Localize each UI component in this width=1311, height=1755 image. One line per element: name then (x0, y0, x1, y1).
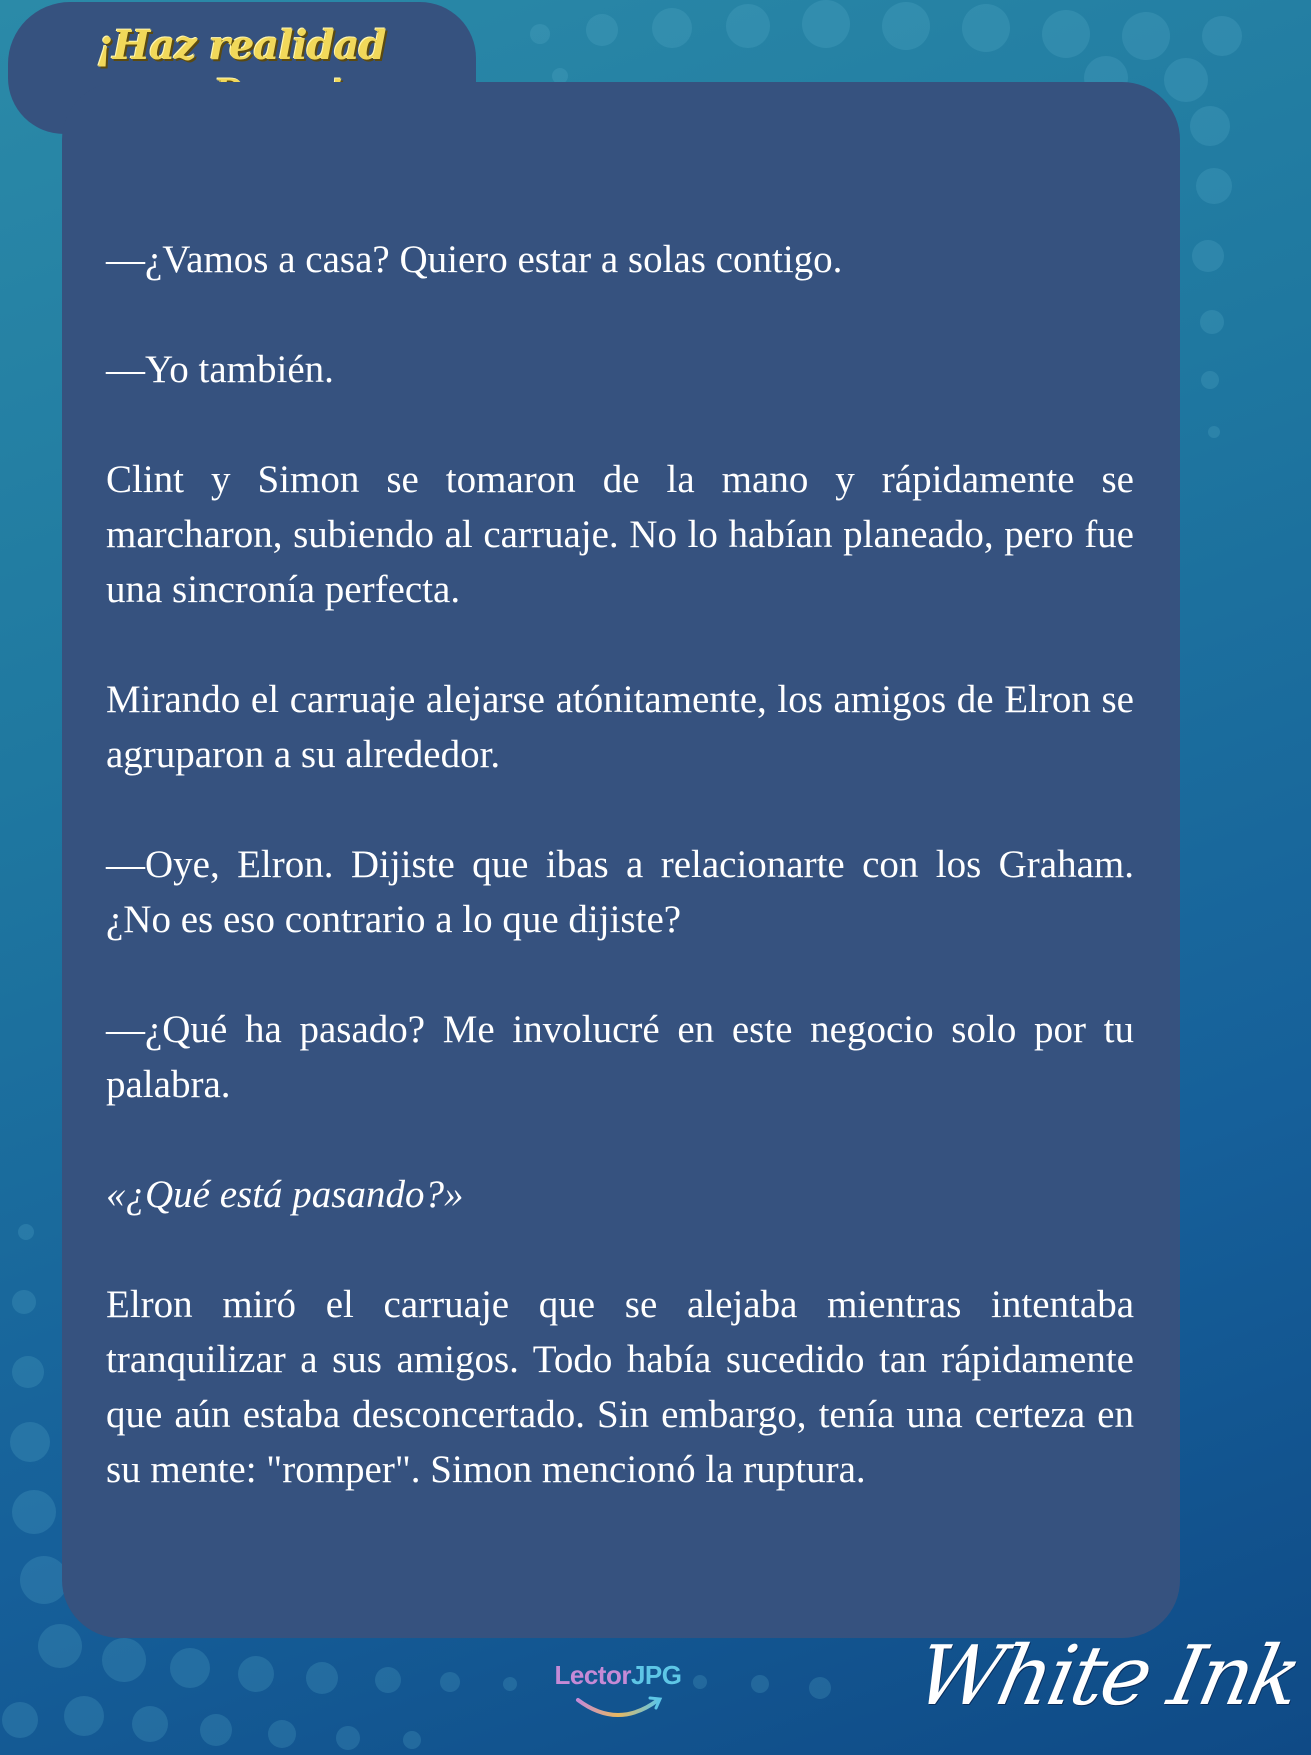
story-text (106, 232, 1134, 1552)
paragraph: Elron miró el carruaje que se alejaba mientras intentaba tranquilizar a sus amigos. Todo había sucedido tan rápidamente que aún estaba desconcertado. Sin embargo, tenía una certeza en su mente: "romper". Simon mencionó la ruptura. (106, 1283, 1134, 1491)
paragraph: —Oye, Elron. Dijiste que ibas a relacionarte con los Graham. ¿No es eso contrario a lo que dijiste? (106, 843, 1134, 941)
watermark-text-part-2: JPG (630, 1660, 682, 1690)
paragraph-thought: «¿Qué está pasando?» (106, 1173, 464, 1216)
watermark-text-part-1: Lector (554, 1660, 631, 1690)
watermark-text (555, 1660, 682, 1690)
paragraph: —¿Qué ha pasado? Me involucré en este negocio solo por tu palabra. (106, 1008, 1134, 1106)
signature: White Ink (908, 1629, 1307, 1724)
smile-arc-icon (570, 1694, 666, 1724)
paragraph: —Yo también. (106, 348, 334, 391)
logo-line-1: ¡Haz realidad (96, 22, 386, 69)
watermark-logo (548, 1660, 688, 1730)
paragraph: Mirando el carruaje alejarse atónitamente, los amigos de Elron se agruparon a su alrededor. (106, 678, 1134, 776)
paragraph: Clint y Simon se tomaron de la mano y rápidamente se marcharon, subiendo al carruaje. No lo habían planeado, pero fue una sincronía perfecta. (106, 458, 1134, 611)
paragraph: —¿Vamos a casa? Quiero estar a solas contigo. (106, 238, 843, 281)
